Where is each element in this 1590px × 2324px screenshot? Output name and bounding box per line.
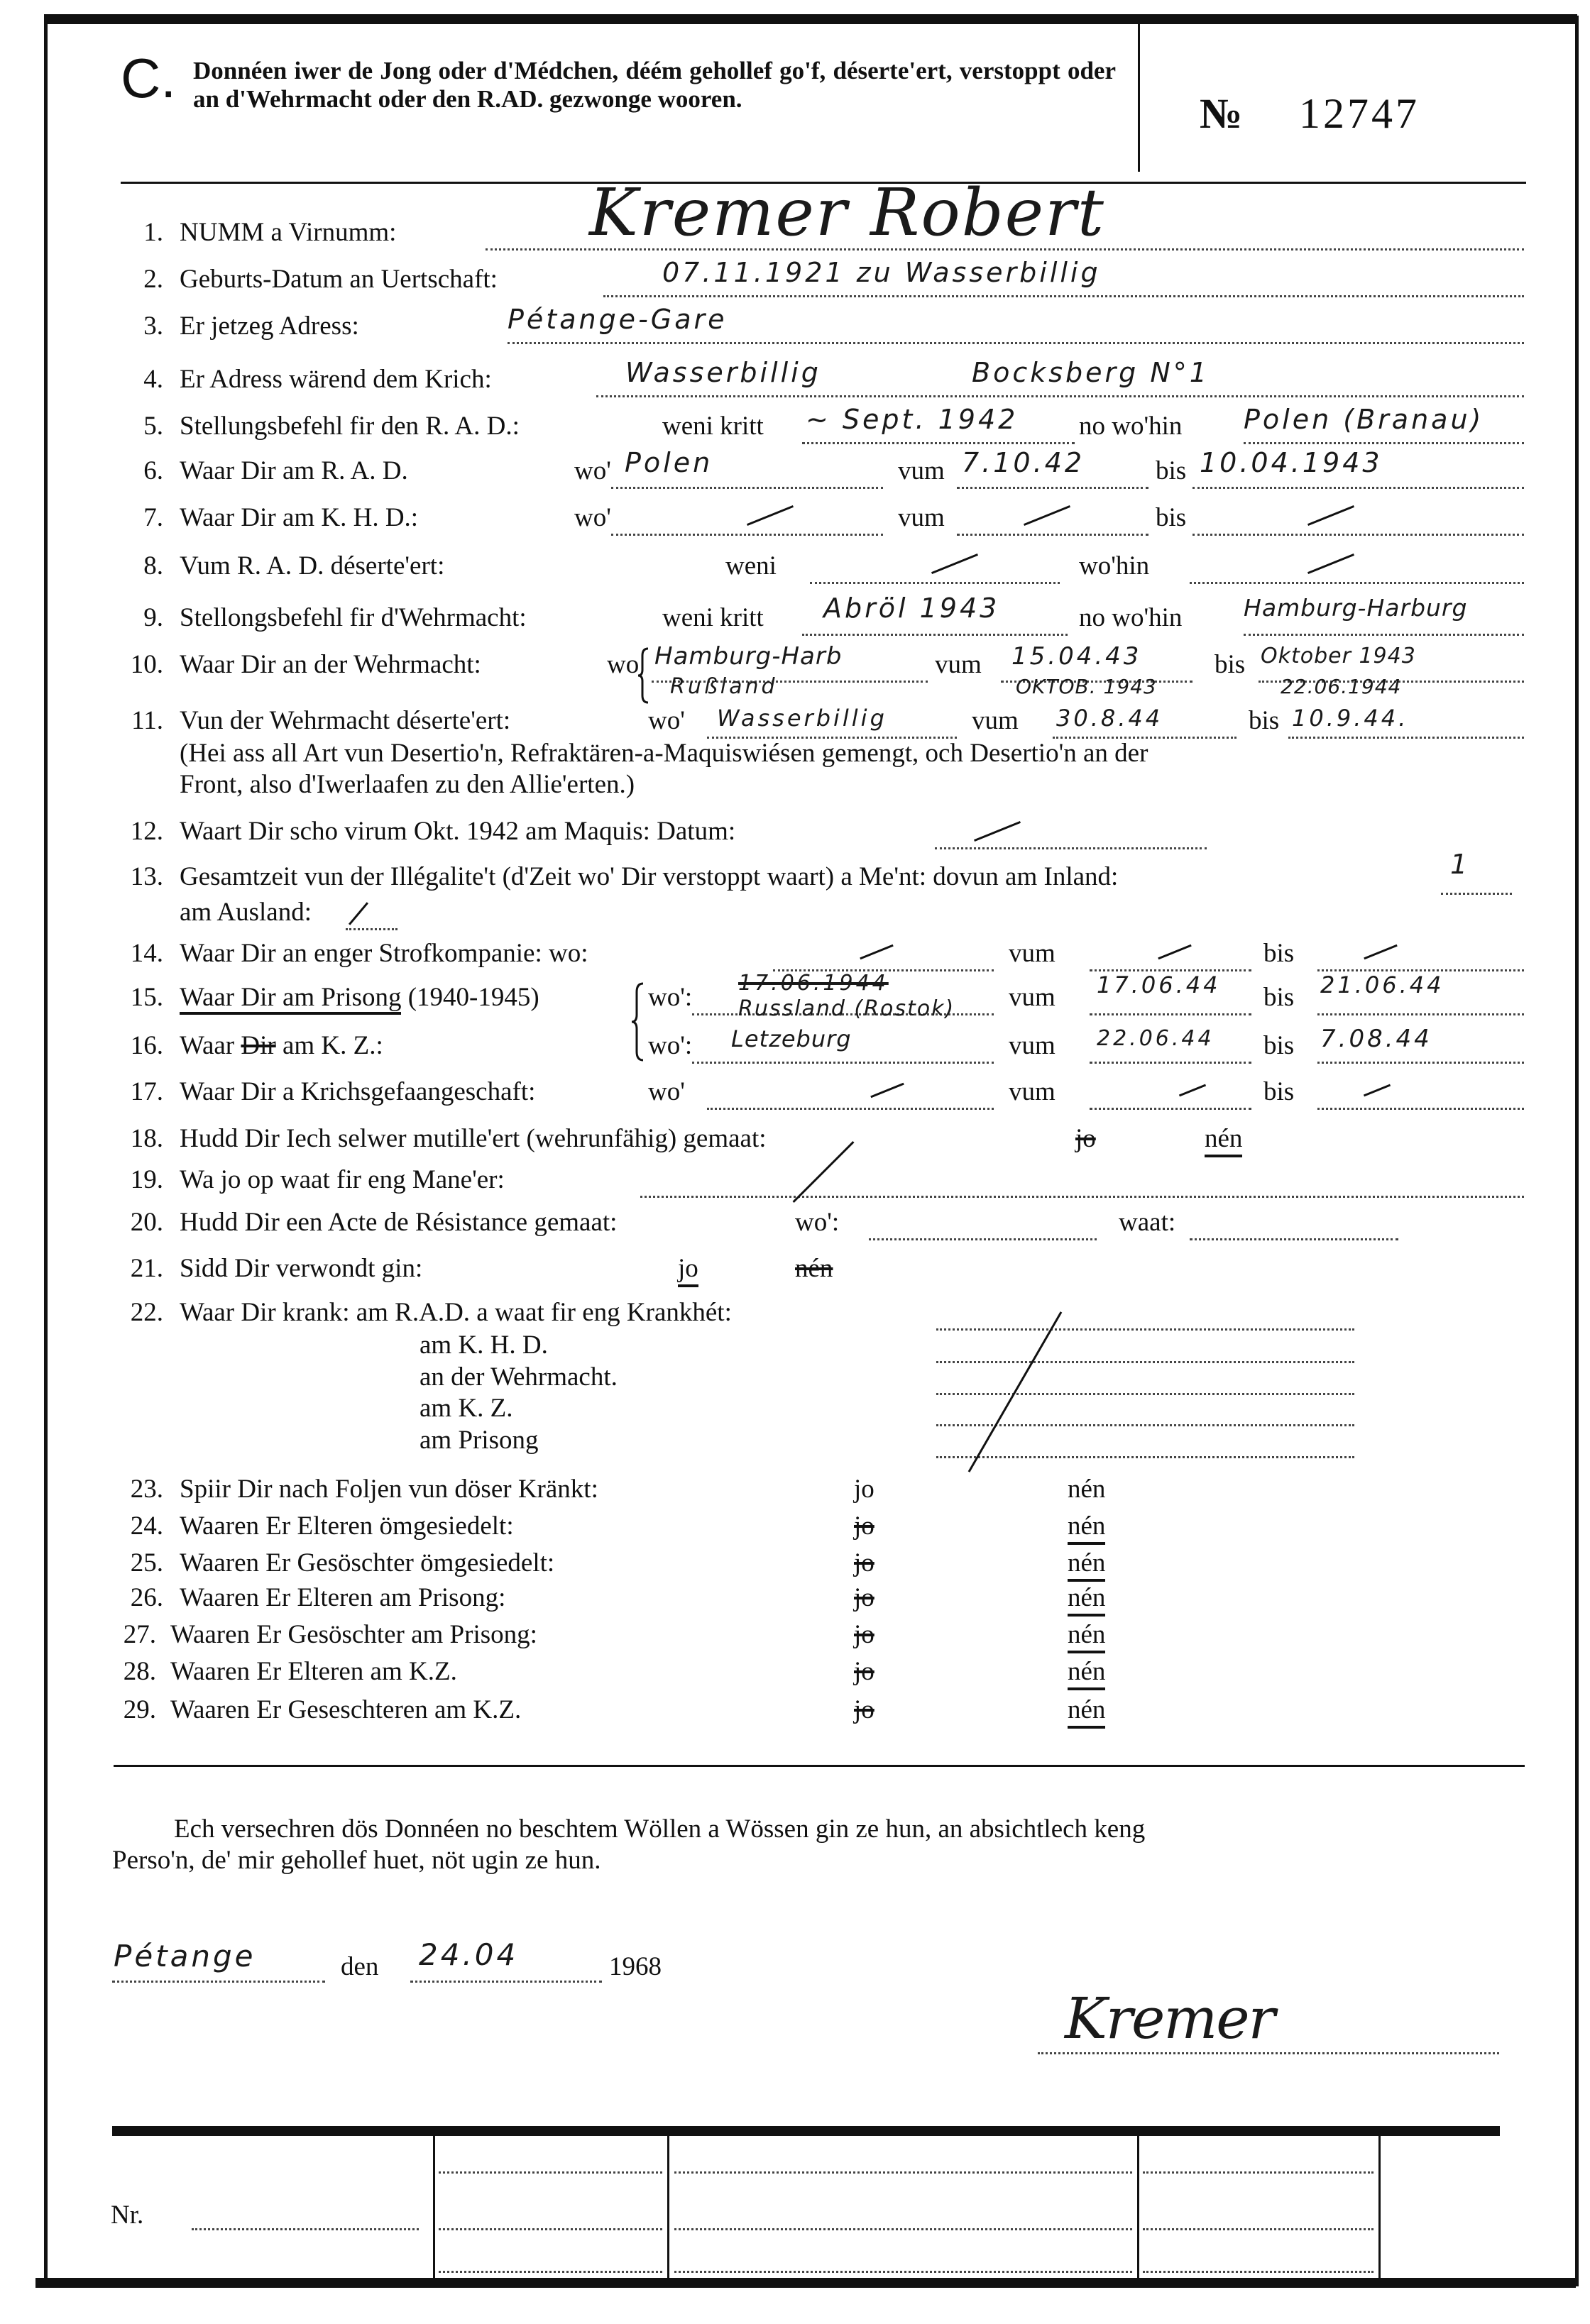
wehrmacht-from-value-2: OKTOB. 1943 (1016, 675, 1157, 698)
year-label: 1968 (609, 1952, 662, 1981)
key-label: wo' (574, 456, 611, 485)
resistance-place-field[interactable] (869, 1210, 1097, 1240)
wehrmacht-place-value: Hamburg-Harb (654, 642, 843, 671)
option-jo[interactable]: jo (854, 1620, 874, 1649)
key-label: vum (1009, 1077, 1056, 1106)
row-number: 23. (130, 1475, 163, 1504)
brace-icon (637, 647, 649, 704)
illness-wehrmacht-field[interactable] (936, 1365, 1354, 1395)
pow-to-field[interactable] (1317, 1079, 1524, 1110)
place-value: Pétange (114, 1939, 256, 1973)
footer-rule (112, 2126, 1500, 2136)
wehrmacht-order-date-value: Abröl 1943 (823, 593, 1000, 624)
declaration-text: Ech versechren dös Donnéen no beschtem Wöllen a Wössen gin ze hun, an absichtlech keng (174, 1814, 1146, 1844)
kz-from-value: 22.06.44 (1097, 1026, 1215, 1051)
khd-place-field[interactable] (611, 505, 883, 536)
key-label: weni kritt (662, 603, 764, 632)
note-text: Front, also d'Iwerlaafen zu den Allie'erten.) (180, 770, 635, 799)
field-label: Waar Dir an enger Strofkompanie: wo: (180, 939, 588, 968)
table-cell-field[interactable] (439, 2242, 662, 2273)
option-jo[interactable]: jo (854, 1695, 874, 1724)
option-jo[interactable]: jo (854, 1511, 874, 1541)
field-label: Waar Dir am R. A. D. (180, 456, 408, 485)
key-label: wo (607, 650, 640, 679)
maquis-date-field[interactable] (935, 819, 1207, 849)
row-number: 2. (143, 265, 163, 294)
mutilation-manner-field[interactable] (640, 1167, 1524, 1198)
table-cell-field[interactable] (1143, 2200, 1374, 2230)
option-jo[interactable]: jo (1075, 1124, 1096, 1153)
desertion-place-value: Wasserbillig (717, 705, 887, 732)
key-label: wo'hin (1079, 551, 1150, 580)
penal-company-to-field[interactable] (1317, 941, 1524, 971)
field-label: Waaren Er Elteren am K.Z. (170, 1657, 457, 1686)
field-label: Waar Dir am K. H. D.: (180, 503, 419, 532)
field-label: Waaren Er Elteren ömgesiedelt: (180, 1511, 514, 1541)
sub-label: an der Wehrmacht. (420, 1362, 618, 1392)
row-number: 19. (130, 1165, 163, 1194)
date-value: 24.04 (419, 1937, 519, 1972)
table-divider (1378, 2132, 1381, 2278)
row-number: 24. (130, 1511, 163, 1541)
number-sign: № (1200, 90, 1243, 137)
table-cell-field[interactable] (674, 2143, 1132, 2174)
birth-value: 07.11.1921 zu Wasserbillig (662, 257, 1101, 288)
pow-place-field[interactable] (707, 1079, 994, 1110)
illness-rad-field[interactable] (936, 1300, 1354, 1331)
field-label: Gesamtzeit vun der Illégalite't (d'Zeit wo' Dir verstoppt waart) a Me'nt: dovun am Inland: (180, 862, 1119, 891)
key-label: no wo'hin (1079, 603, 1183, 632)
kz-place-value: Letzeburg (731, 1025, 852, 1052)
war-address-value-2: Bocksberg N°1 (972, 357, 1210, 388)
header-divider (1138, 23, 1140, 172)
den-label: den (341, 1952, 379, 1981)
prison-to-value: 21.06.44 (1320, 971, 1444, 998)
field-label: Hudd Dir een Acte de Résistance gemaat: (180, 1208, 618, 1237)
field-label-part: Waar (180, 1031, 235, 1060)
table-cell-field[interactable] (439, 2143, 662, 2174)
field-label (180, 982, 539, 1013)
row-number: 16. (130, 1031, 163, 1060)
key-label: vum (1009, 939, 1056, 968)
key-label: bis (1249, 706, 1280, 735)
option-jo[interactable]: jo (854, 1583, 874, 1612)
table-divider (433, 2132, 435, 2278)
wehrmacht-from-value: 15.04.43 (1011, 642, 1142, 671)
option-jo[interactable]: jo (854, 1475, 874, 1504)
key-label: bis (1156, 503, 1187, 532)
key-label: bis (1263, 1077, 1295, 1106)
key-label: bis (1156, 456, 1187, 485)
table-cell-field[interactable] (674, 2200, 1132, 2230)
pow-from-field[interactable] (1090, 1079, 1251, 1110)
row-number: 20. (130, 1208, 163, 1237)
row-number: 15. (130, 983, 163, 1012)
khd-to-field[interactable] (1192, 505, 1524, 536)
desertion-to-value: 10.9.44. (1292, 705, 1409, 732)
key-label: bis (1263, 1031, 1295, 1060)
field-label: Wa jo op waat fir eng Mane'er: (180, 1165, 505, 1194)
penal-company-place-field[interactable] (773, 941, 994, 971)
section-letter: C. (121, 47, 176, 109)
table-cell-field[interactable] (439, 2200, 662, 2230)
section-title: Donnéen iwer de Jong oder d'Médchen, déém gehollef go'f, déserte'ert, verstoppt oder an d'Wehrmacht oder den R.AD. gezwonge wooren. (193, 57, 1116, 113)
row-number: 25. (130, 1548, 163, 1577)
prison-from-value: 17.06.44 (1097, 971, 1221, 998)
field-label-struck: Dir (241, 1031, 276, 1060)
table-cell-field[interactable] (674, 2242, 1132, 2273)
row-number: 8. (143, 551, 163, 580)
key-label: wo' (574, 503, 611, 532)
row-number: 1. (143, 218, 163, 247)
sub-label: am K. H. D. (420, 1331, 548, 1360)
field-label: Er jetzeg Adress: (180, 312, 359, 341)
inland-months-value: 1 (1450, 849, 1471, 880)
row-number: 22. (130, 1298, 163, 1327)
row-number: 21. (130, 1254, 163, 1283)
key-label: vum (898, 456, 945, 485)
khd-from-field[interactable] (957, 505, 1148, 536)
option-nen[interactable]: nén (1068, 1475, 1106, 1504)
key-label: bis (1215, 650, 1246, 679)
key-label: weni (725, 551, 777, 580)
war-address-value: Wasserbillig (625, 357, 821, 388)
declaration-text: Perso'n, de' mir gehollef huet, nöt ugin ze hun. (112, 1846, 601, 1875)
row-number: 29. (123, 1695, 156, 1724)
name-value: Kremer Robert (589, 175, 1106, 250)
wehrmacht-to-value-2: 22.06.1944 (1281, 675, 1402, 698)
rad-desertion-date-field[interactable] (810, 554, 1060, 584)
key-label: vum (1009, 1031, 1056, 1060)
row-number: 17. (130, 1077, 163, 1106)
key-label: wo': (648, 983, 693, 1012)
key-label: no wo'hin (1079, 412, 1183, 441)
key-label: bis (1263, 939, 1295, 968)
signature: Kremer (1065, 1986, 1274, 2052)
table-divider (667, 2132, 669, 2278)
kz-to-value: 7.08.44 (1320, 1025, 1432, 1053)
prison-place-value: Russland (Rostok) (738, 996, 955, 1021)
rad-to-value: 10.04.1943 (1200, 447, 1383, 478)
wehrmacht-to-value: Oktober 1943 (1261, 644, 1416, 668)
key-label: vum (1009, 983, 1056, 1012)
rad-desertion-place-field[interactable] (1190, 554, 1524, 584)
nr-field[interactable] (192, 2200, 419, 2230)
rad-place-value: Polen (625, 447, 713, 478)
field-label: Er Adress wärend dem Krich: (180, 365, 492, 394)
key-label: wo' (648, 1077, 685, 1106)
option-nen[interactable]: nén (1068, 1548, 1105, 1582)
option-jo[interactable]: jo (854, 1657, 874, 1686)
option-nen[interactable]: nén (795, 1254, 833, 1283)
key-label: wo': (795, 1208, 840, 1237)
row-number: 3. (143, 312, 163, 341)
sub-label: am Prisong (420, 1426, 539, 1455)
field-label: Sidd Dir verwondt gin: (180, 1254, 423, 1283)
field-label: Waar Dir krank: am R.A.D. a waat fir eng Krankhét: (180, 1298, 732, 1327)
field-label: Vun der Wehrmacht déserte'ert: (180, 706, 511, 735)
row-number: 5. (143, 412, 163, 441)
nr-label: Nr. (111, 2201, 144, 2230)
wehrmacht-order-place-value: Hamburg-Harburg (1244, 594, 1468, 622)
section-rule (114, 1765, 1525, 1767)
field-label: NUMM a Virnumm: (180, 218, 397, 247)
prison-place-struck-value: 17.06.1944 (738, 971, 889, 996)
key-label: wo': (648, 1031, 693, 1060)
field-label: Geburts-Datum an Uertschaft: (180, 265, 498, 294)
wehrmacht-place-value-2: Rußland (670, 674, 778, 699)
option-nen[interactable]: nén (1205, 1123, 1242, 1157)
form-number: 12747 (1299, 90, 1420, 137)
note-text: (Hei ass all Art vun Desertio'n, Refraktären-a-Maquiswiésen gemengt, och Desertio'n an der (180, 739, 1148, 768)
key-label: bis (1263, 983, 1295, 1012)
field-label-part: am K. Z.: (282, 1031, 383, 1060)
table-cell-field[interactable] (1143, 2242, 1374, 2273)
address-value: Pétange-Gare (508, 304, 728, 335)
row-number: 27. (123, 1620, 156, 1649)
row-number: 10. (130, 650, 163, 679)
rad-order-date-value: ~ Sept. 1942 (806, 404, 1019, 435)
illness-khd-field[interactable] (936, 1333, 1354, 1363)
option-jo[interactable]: jo (854, 1548, 874, 1577)
option-nen[interactable]: nén (1068, 1511, 1105, 1545)
field-label: Waar Dir an der Wehrmacht: (180, 650, 481, 679)
key-label: waat: (1119, 1208, 1176, 1237)
rad-from-value: 7.10.42 (962, 447, 1085, 478)
row-number: 7. (143, 503, 163, 532)
field-label: Spiir Dir nach Foljen vun döser Kränkt: (180, 1475, 598, 1504)
bottom-border (35, 2278, 1576, 2288)
option-nen[interactable]: nén (1068, 1582, 1105, 1617)
row-number: 18. (130, 1124, 163, 1153)
row-number: 11. (131, 706, 163, 735)
field-label: Waart Dir scho virum Okt. 1942 am Maquis: Datum: (180, 817, 736, 846)
illness-prison-field[interactable] (936, 1428, 1354, 1458)
field-label (180, 1030, 383, 1062)
row-number: 14. (130, 939, 163, 968)
sub-label: am K. Z. (420, 1394, 513, 1423)
field-label: Vum R. A. D. déserte'ert: (180, 551, 445, 580)
field-label: Waar Dir a Krichsgefaangeschaft: (180, 1077, 536, 1106)
field-label: Stellungsbefehl fir den R. A. D.: (180, 412, 520, 441)
field-label: Stellongsbefehl fir d'Wehrmacht: (180, 603, 527, 632)
key-label: wo' (648, 706, 685, 735)
key-label: vum (898, 503, 945, 532)
brace-icon (630, 982, 645, 1062)
field-label: Waaren Er Gesöschter am Prisong: (170, 1620, 537, 1649)
rad-order-place-value: Polen (Branau) (1244, 404, 1484, 435)
row-number: 26. (130, 1583, 163, 1612)
key-label: vum (935, 650, 982, 679)
penal-company-from-field[interactable] (1090, 941, 1251, 971)
row-number: 6. (143, 456, 163, 485)
field-label: Hudd Dir Iech selwer mutille'ert (wehrunfähig) gemaat: (180, 1124, 767, 1153)
option-nen[interactable]: nén (1068, 1695, 1105, 1729)
table-cell-field[interactable] (1143, 2143, 1374, 2174)
option-jo[interactable]: jo (678, 1253, 698, 1287)
top-border (44, 14, 1577, 24)
resistance-what-field[interactable] (1190, 1210, 1398, 1240)
row-number: 13. (130, 862, 163, 891)
row-number: 4. (143, 365, 163, 394)
field-label-underlined: Waar Dir am Prisong (180, 983, 401, 1015)
option-nen[interactable]: nén (1068, 1619, 1105, 1653)
field-label: Waaren Er Elteren am Prisong: (180, 1583, 506, 1612)
field-label: Waaren Er Gesöschter ömgesiedelt: (180, 1548, 555, 1577)
option-nen[interactable]: nén (1068, 1656, 1105, 1690)
desertion-from-value: 30.8.44 (1056, 705, 1163, 732)
key-label: vum (972, 706, 1019, 735)
row-number: 9. (143, 603, 163, 632)
key-label: weni kritt (662, 412, 764, 441)
row-number: 28. (123, 1657, 156, 1686)
abroad-months-field[interactable] (346, 900, 398, 930)
row-number: 12. (130, 817, 163, 846)
field-label: Waaren Er Geseschteren am K.Z. (170, 1695, 522, 1724)
field-label-years: (1940-1945) (407, 983, 539, 1012)
key-label: am Ausland: (180, 898, 312, 927)
table-divider (1137, 2132, 1139, 2278)
